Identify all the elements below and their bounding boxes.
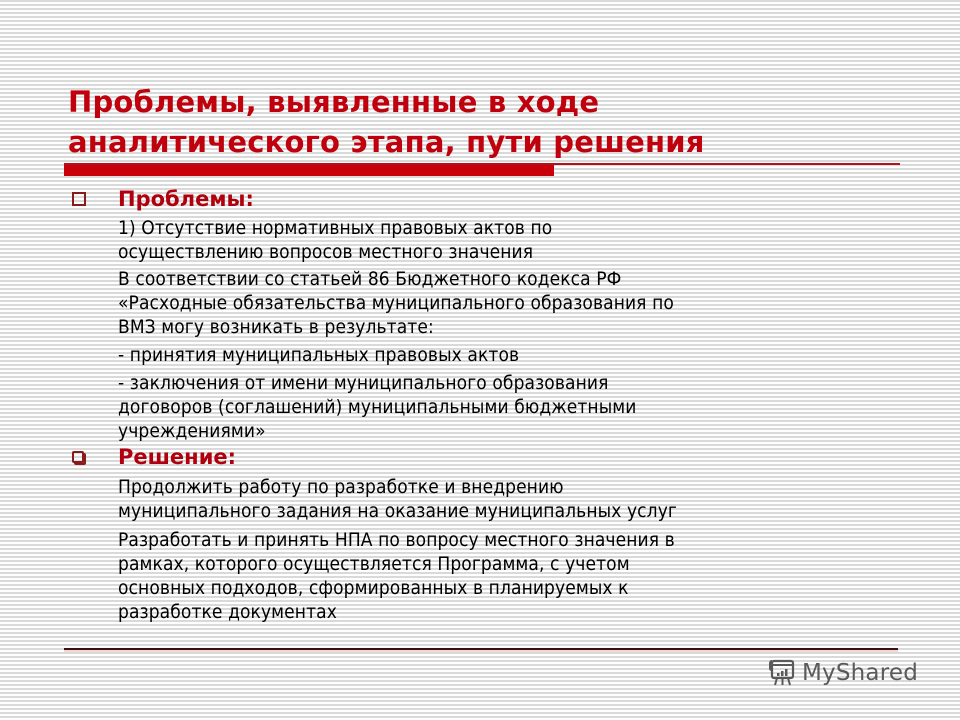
text-line: Продолжить работу по разработке и внедрению bbox=[118, 476, 564, 498]
text-line: основных подходов, сформированных в планируемых к bbox=[118, 577, 629, 599]
text-line: 1) Отсутствие нормативных правовых актов по bbox=[118, 217, 553, 239]
problem-paragraph-1 bbox=[118, 216, 908, 264]
text-line: осуществлению вопросов местного значения bbox=[118, 241, 534, 263]
shadowed-square-bullet-icon bbox=[72, 451, 84, 463]
presentation-board-icon bbox=[768, 658, 796, 688]
text-line: - принятия муниципальных правовых актов bbox=[118, 344, 520, 366]
text-line: учреждениями» bbox=[118, 420, 266, 442]
problem-paragraph-3 bbox=[118, 343, 908, 367]
slide-title-line-2: аналитического этапа, пути решения bbox=[68, 125, 705, 159]
section-heading-problems bbox=[72, 187, 254, 211]
text-line: рамках, которого осуществляется Программа, с учетом bbox=[118, 553, 630, 575]
section-heading-label: Решение: bbox=[118, 445, 237, 469]
text-line: муниципального задания на оказание муниципальных услуг bbox=[118, 500, 678, 522]
section-heading-label: Проблемы: bbox=[118, 187, 254, 211]
text-line: В соответствии со статьей 86 Бюджетного кодекса РФ bbox=[118, 268, 622, 290]
text-line: ВМЗ могу возникать в результате: bbox=[118, 316, 434, 338]
text-line: - заключения от имени муниципального образования bbox=[118, 372, 609, 394]
slide-title bbox=[68, 82, 908, 162]
text-line: Разработать и принять НПА по вопросу местного значения в bbox=[118, 529, 675, 551]
myshared-watermark bbox=[768, 658, 918, 688]
hollow-square-bullet-icon bbox=[72, 192, 86, 206]
title-underline-accent-bar bbox=[64, 165, 554, 176]
slide-title-line-1: Проблемы, выявленные в ходе bbox=[68, 85, 600, 119]
solution-paragraph-1 bbox=[118, 475, 908, 523]
text-line: разработке документах bbox=[118, 601, 337, 623]
text-line: «Расходные обязательства муниципального образования по bbox=[118, 292, 674, 314]
section-heading-solution bbox=[72, 445, 236, 469]
problem-paragraph-4 bbox=[118, 371, 908, 443]
problem-paragraph-2 bbox=[118, 267, 908, 339]
footer-divider bbox=[64, 648, 898, 650]
watermark-text: MyShared bbox=[802, 660, 919, 686]
solution-paragraph-2 bbox=[118, 528, 908, 624]
text-line: договоров (соглашений) муниципальными бюджетными bbox=[118, 396, 637, 418]
